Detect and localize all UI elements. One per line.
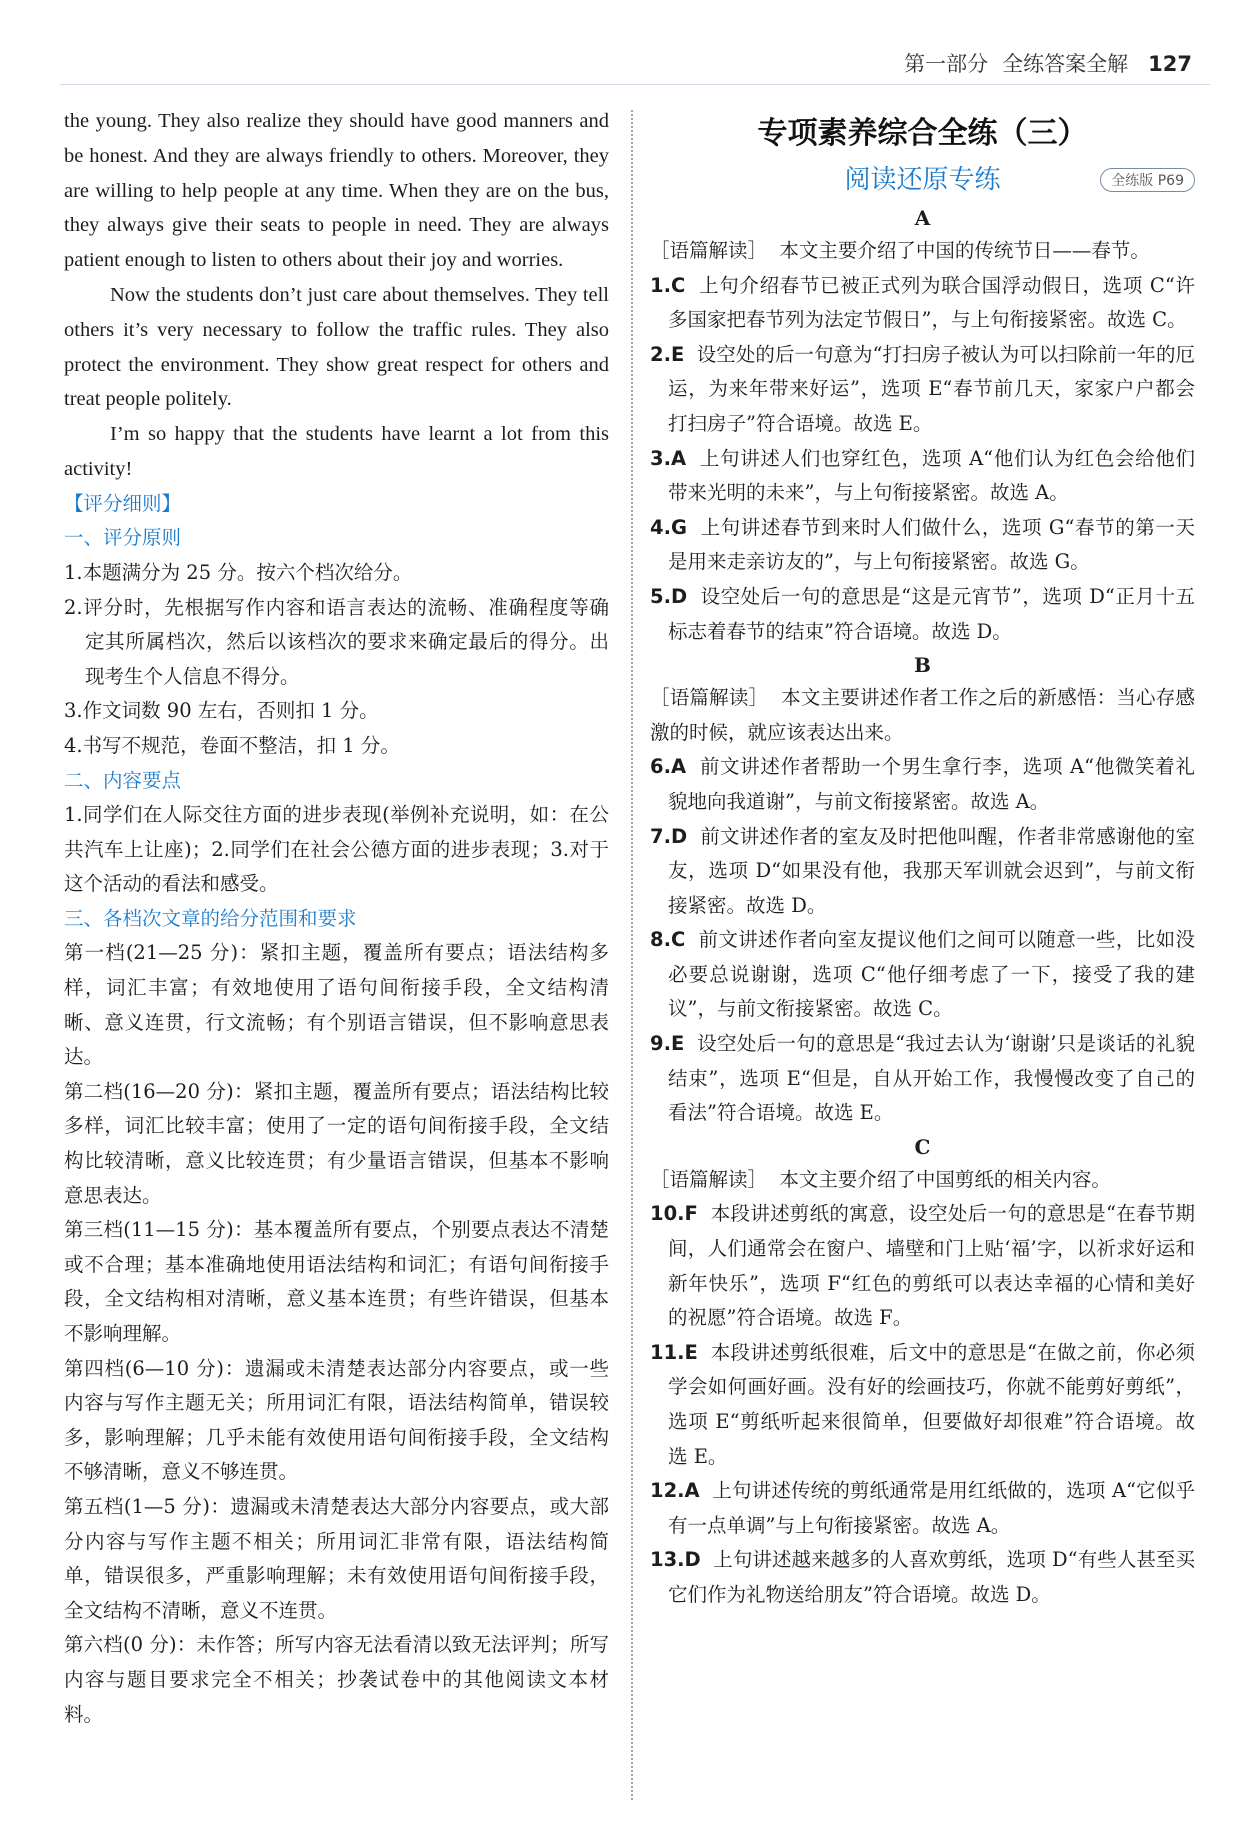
answer-number: 12.A <box>650 1479 700 1503</box>
answer-item <box>650 1474 1195 1543</box>
answer-explanation: 设空处后一句的意思是“我过去认为‘谢谢’只是谈话的礼貌结束”，选项 E“但是，自从开始工作，我慢慢改变了自己的看法”符合语境。故选 E。 <box>668 1032 1195 1125</box>
grade-level-item: 第四档(6—10 分)：遗漏或未清楚表达部分内容要点，或一些内容与写作主题无关；所用词汇有限，语法结构简单，错误较多，影响理解；几乎未能有效使用语句间衔接手段，全文结构不够清晰，意义不够连贯。 <box>64 1356 609 1484</box>
answer-explanation: 上句讲述春节到来时人们做什么，选项 G“春节的第一天是用来走亲访友的”，与上句衔接紧密。故选 G。 <box>668 515 1196 574</box>
exercise-title: 专项素养综合全练（三） <box>757 116 1088 151</box>
answer-number: 3.A <box>650 446 687 470</box>
analysis-text: 本文主要讲述作者工作之后的新感悟：当心存感激的时候，就应该表达出来。 <box>650 686 1195 744</box>
answer-item <box>650 1197 1195 1335</box>
grade-levels-heading: 三、各档次文章的给分范围和要求 <box>64 906 357 930</box>
answer-item <box>650 750 1195 819</box>
principle-item: 3.作文词数 90 左右，否则扣 1 分。 <box>64 699 379 723</box>
answer-explanation: 上句讲述人们也穿红色，选项 A“他们认为红色会给他们带来光明的未来”，与上句衔接紧密。故选 A。 <box>668 446 1195 505</box>
answer-number: 9.E <box>650 1032 685 1056</box>
answer-item <box>650 923 1195 1027</box>
answer-item <box>650 442 1195 511</box>
column-divider <box>631 110 633 1800</box>
grade-level-item: 第五档(1—5 分)：遗漏或未清楚表达大部分内容要点，或大部分内容与写作主题不相关；所用词汇非常有限，语法结构简单，错误很多，严重影响理解；未有效使用语句间衔接手段，全文结构不清晰，意义不连贯。 <box>64 1494 609 1622</box>
header-subsection: 全练答案全解 <box>1002 52 1129 76</box>
answer-explanation: 本段讲述剪纸的寓意，设空处后一句的意思是“在春节期间，人们通常会在窗户、墙壁和门上贴‘福’字，以祈求好运和新年快乐”，选项 F“红色的剪纸可以表达幸福的心情和美好的祝愿”符合语境。故选 F。 <box>668 1202 1195 1330</box>
page-number: 127 <box>1148 52 1192 76</box>
page-header <box>904 48 1192 78</box>
section-analysis <box>650 1163 1195 1198</box>
answer-number: 11.E <box>650 1340 698 1364</box>
subtitle-row <box>650 158 1195 202</box>
answer-number: 6.A <box>650 755 687 779</box>
grade-level-item: 第二档(16—20 分)：紧扣主题，覆盖所有要点；语法结构比较多样，词汇比较丰富；使用了一定的语句间衔接手段，全文结构比较清晰，意义比较连贯；有少量语言错误，但基本不影响意思表达。 <box>64 1079 609 1207</box>
answer-number: 13.D <box>650 1548 701 1572</box>
analysis-label: ［语篇解读］ <box>650 686 769 710</box>
answer-item <box>650 1027 1195 1131</box>
analysis-label: ［语篇解读］ <box>650 239 768 262</box>
section-letter-b: B <box>914 653 931 678</box>
content-points-heading: 二、内容要点 <box>64 768 182 792</box>
answer-explanation: 设空处的后一句意为“打扫房子被认为可以扫除前一年的厄运，为来年带来好运”，选项 E“春节前几天，家家户户都会打扫房子”符合语境。故选 E。 <box>668 342 1195 435</box>
answer-explanation: 前文讲述作者的室友及时把他叫醒，作者非常感谢他的室友，选项 D“如果没有他，我那天军训就会迟到”，与前文衔接紧密。故选 D。 <box>668 824 1195 917</box>
principle-item: 1.本题满分为 25 分。按六个档次给分。 <box>64 560 413 584</box>
grade-level-item: 第三档(11—15 分)：基本覆盖所有要点，个别要点表达不清楚或不合理；基本准确地使用语法结构和词汇；有语句间衔接手段，全文结构相对清晰，意义基本连贯；有些许错误，但基本不影响理解。 <box>64 1218 609 1346</box>
header-section: 第一部分 <box>904 52 989 76</box>
answer-item <box>650 820 1195 924</box>
answer-number: 7.D <box>650 824 688 848</box>
analysis-text: 本文主要介绍了中国剪纸的相关内容。 <box>779 1167 1111 1191</box>
answer-item <box>650 511 1195 580</box>
answer-explanation: 前文讲述作者向室友提议他们之间可以随意一些，比如没必要总说谢谢，选项 C“他仔细考虑了一下，接受了我的建议”，与前文衔接紧密。故选 C。 <box>668 928 1195 1021</box>
analysis-label: ［语篇解读］ <box>650 1167 768 1191</box>
exercise-subtitle: 阅读还原专练 <box>844 165 1001 195</box>
answer-explanation: 本段讲述剪纸很难，后文中的意思是“在做之前，你必须学会如何画好画。没有好的绘画技巧，你就不能剪好剪纸”，选项 E“剪纸听起来很简单，但要做好却很难”符合语境。故选 E。 <box>668 1340 1195 1468</box>
left-column <box>64 104 609 1732</box>
section-letter-a: A <box>914 206 931 230</box>
principle-item: 4.书写不规范，卷面不整洁，扣 1 分。 <box>64 733 400 757</box>
grade-level-item: 第一档(21—25 分)：紧扣主题，覆盖所有要点；语法结构多样，词汇丰富；有效地使用了语句间衔接手段，全文结构清晰、意义连贯，行文流畅；有个别语言错误，但不影响意思表达。 <box>64 941 609 1069</box>
essay-paragraph-3: I’m so happy that the students have learnt a lot from this activity! <box>64 423 609 480</box>
answer-number: 5.D <box>650 584 688 608</box>
scoring-title: 【评分细则】 <box>64 491 182 515</box>
analysis-text: 本文主要介绍了中国的传统节日——春节。 <box>779 239 1150 262</box>
principle-item: 2.评分时，先根据写作内容和语言表达的流畅、准确程度等确定其所属档次，然后以该档次的要求来确定最后的得分。出现考生个人信息不得分。 <box>64 595 609 688</box>
section-analysis <box>650 681 1195 750</box>
right-column <box>650 104 1195 1613</box>
content-points-text: 1.同学们在人际交往方面的进步表现(举例补充说明，如：在公共汽车上让座)；2.同学们在社会公德方面的进步表现；3.对于这个活动的看法和感受。 <box>64 803 609 896</box>
answer-number: 2.E <box>650 342 685 366</box>
page-reference-badge: 全练版 P69 <box>1100 168 1195 192</box>
answer-item <box>650 269 1195 338</box>
answer-number: 4.G <box>650 515 687 539</box>
answer-item <box>650 1336 1195 1474</box>
section-analysis <box>650 234 1195 269</box>
principles-heading: 一、评分原则 <box>64 526 182 550</box>
answer-number: 10.F <box>650 1202 698 1226</box>
essay-paragraph-1: the young. They also realize they should have good manners and be honest. And they are always friendly to others. Moreover, they are willing to help people at any time. When they are on the bus, they always give their seats to people in need. They are always patient enough to listen to others about their joy and worries. <box>64 110 609 272</box>
answer-number: 1.C <box>650 273 686 297</box>
answer-explanation: 上句介绍春节已被正式列为联合国浮动假日，选项 C“许多国家把春节列为法定节假日”，与上句衔接紧密。故选 C。 <box>668 273 1195 332</box>
answer-explanation: 前文讲述作者帮助一个男生拿行李，选项 A“他微笑着礼貌地向我道谢”，与前文衔接紧密。故选 A。 <box>668 755 1195 813</box>
answer-explanation: 上句讲述越来越多的人喜欢剪纸，选项 D“有些人甚至买它们作为礼物送给朋友”符合语境。故选 D。 <box>668 1548 1195 1606</box>
answer-explanation: 设空处后一句的意思是“这是元宵节”，选项 D“正月十五标志着春节的结束”符合语境。故选 D。 <box>668 584 1195 643</box>
grade-level-item: 第六档(0 分)：未作答；所写内容无法看清以致无法评判；所写内容与题目要求完全不相关；抄袭试卷中的其他阅读文本材料。 <box>64 1633 609 1726</box>
header-divider <box>60 84 1210 85</box>
section-letter-c: C <box>914 1134 931 1159</box>
answer-item <box>650 1543 1195 1612</box>
answer-item <box>650 580 1195 649</box>
essay-paragraph-2: Now the students don’t just care about themselves. They tell others it’s very necessary to follow the traffic rules. They also protect the environment. They show great respect for others and treat people politely. <box>64 283 609 411</box>
answer-item <box>650 338 1195 442</box>
answer-explanation: 上句讲述传统的剪纸通常是用红纸做的，选项 A“它似乎有一点单调”与上句衔接紧密。故选 A。 <box>668 1479 1195 1537</box>
answer-number: 8.C <box>650 928 686 952</box>
